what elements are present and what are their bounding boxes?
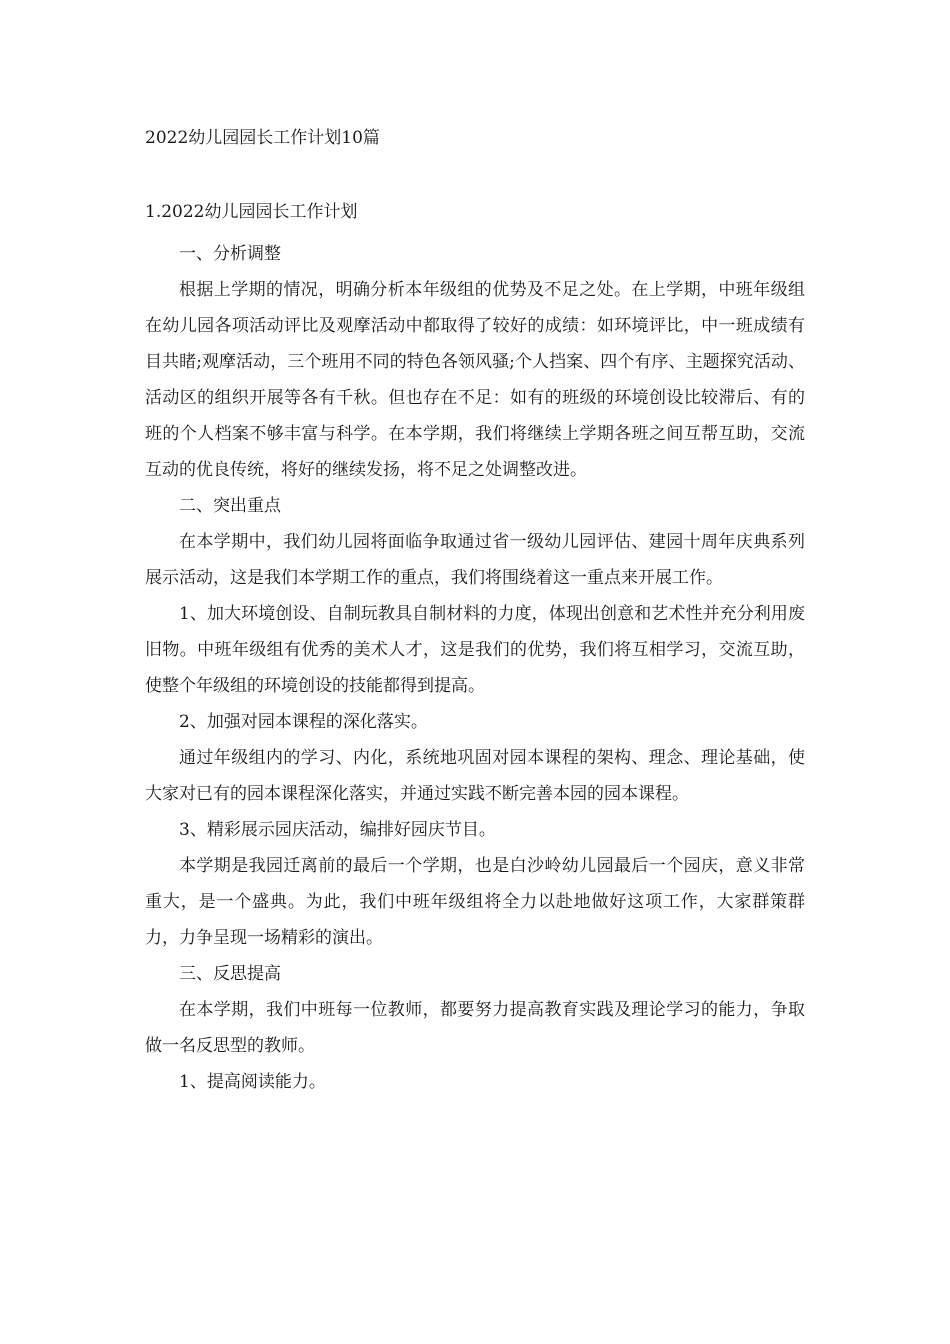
paragraph: 在本学期中，我们幼儿园将面临争取通过省一级幼儿园评估、建园十周年庆典系列展示活动，这是我们本学期工作的重点，我们将围绕着这一重点来开展工作。 <box>145 532 805 588</box>
paragraph: 1、加大环境创设、自制玩教具自制材料的力度，体现出创意和艺术性并充分利用废旧物。中班年级组有优秀的美术人才，这是我们的优势，我们将互相学习，交流互助，使整个年级组的环境创设的技能都得到提高。 <box>145 604 805 696</box>
paragraph: 在本学期，我们中班每一位教师，都要努力提高教育实践及理论学习的能力，争取做一名反思型的教师。 <box>145 1000 805 1056</box>
heading-analysis: 一、分析调整 <box>179 244 281 264</box>
heading-focus: 二、突出重点 <box>179 496 281 516</box>
heading-reflection: 三、反思提高 <box>179 964 281 984</box>
paragraph: 2、加强对园本课程的深化落实。 <box>179 712 428 732</box>
paragraph: 根据上学期的情况，明确分析本年级组的优势及不足之处。在上学期，中班年级组在幼儿园各项活动评比及观摩活动中都取得了较好的成绩：如环境评比，中一班成绩有目共睹;观摩活动，三个班用不同的特色各领风骚;个人挡案、四个有序、主题探究活动、活动区的组织开展等各有千秋。但也存在不足：如有的班级的环境创设比较滞后、有的班的个人档案不够丰富与科学。在本学期，我们将继续上学期各班之间互帮互助，交流互动的优良传统，将好的继续发扬，将不足之处调整改进。 <box>145 280 805 480</box>
document-title: 2022幼儿园园长工作计划10篇 <box>145 128 380 148</box>
paragraph: 1、提高阅读能力。 <box>179 1072 326 1092</box>
paragraph: 本学期是我园迁离前的最后一个学期，也是白沙岭幼儿园最后一个园庆，意义非常重大，是一个盛典。为此，我们中班年级组将全力以赴地做好这项工作，大家群策群力，力争呈现一场精彩的演出。 <box>145 856 805 948</box>
section-title: 1.2022幼儿园园长工作计划 <box>145 202 358 222</box>
paragraph: 通过年级组内的学习、内化，系统地巩固对园本课程的架构、理念、理论基础，使大家对已有的园本课程深化落实，并通过实践不断完善本园的园本课程。 <box>145 748 805 804</box>
document-body <box>145 200 805 1100</box>
paragraph: 3、精彩展示园庆活动，编排好园庆节目。 <box>179 820 496 840</box>
